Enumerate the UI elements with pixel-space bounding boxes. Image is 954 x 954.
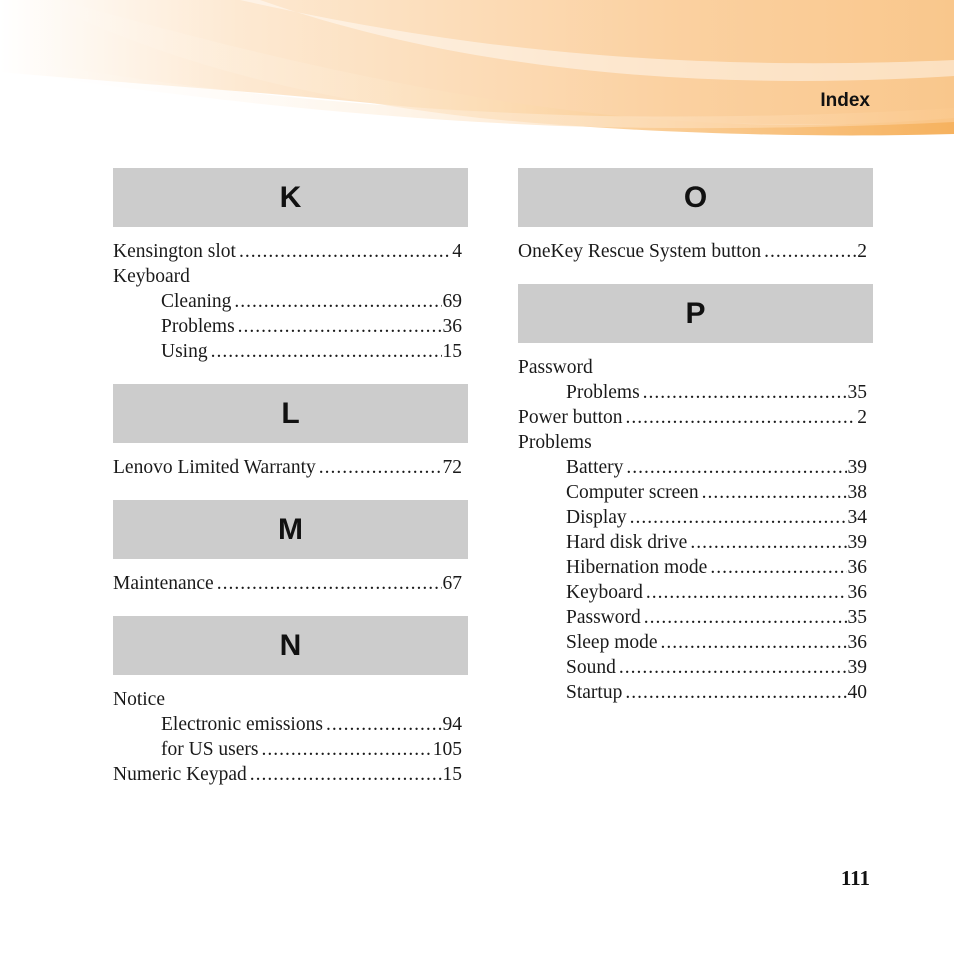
entry-page: 2 xyxy=(857,241,867,262)
entry-page: 36 xyxy=(847,632,867,653)
index-entries xyxy=(113,675,468,807)
index-entries xyxy=(113,443,468,500)
index-subentry xyxy=(113,712,468,737)
entry-label: for US users xyxy=(161,739,259,760)
entry-label: Problems xyxy=(518,432,592,453)
entry-page: 39 xyxy=(847,457,867,478)
index-subentry xyxy=(518,455,873,480)
entry-label: Battery xyxy=(566,457,624,478)
entry-page: 39 xyxy=(847,657,867,678)
dot-leader xyxy=(262,737,432,762)
entry-label: Notice xyxy=(113,689,165,710)
entry-label: Maintenance xyxy=(113,573,214,594)
entry-page: 40 xyxy=(847,682,867,703)
dot-leader xyxy=(319,455,442,480)
index-column-left xyxy=(113,168,468,807)
entry-page: 94 xyxy=(442,714,462,735)
dot-leader xyxy=(326,712,442,737)
index-entry xyxy=(113,264,468,289)
index-entries xyxy=(518,343,873,725)
index-letter-m: M xyxy=(113,500,468,559)
entry-page: 15 xyxy=(442,341,462,362)
entry-label: Hard disk drive xyxy=(566,532,688,553)
dot-leader xyxy=(211,339,442,364)
index-subentry xyxy=(113,314,468,339)
index-letter-p: P xyxy=(518,284,873,343)
entry-page: 105 xyxy=(432,739,462,760)
index-entry xyxy=(518,355,873,380)
index-subentry xyxy=(518,380,873,405)
entry-page: 15 xyxy=(442,764,462,785)
dot-leader xyxy=(661,630,847,655)
dot-leader xyxy=(644,605,847,630)
index-entry xyxy=(518,239,873,264)
index-subentry xyxy=(113,289,468,314)
index-entry xyxy=(518,405,873,430)
entry-label: Problems xyxy=(161,316,235,337)
entry-page: 36 xyxy=(442,316,462,337)
entry-label: Keyboard xyxy=(566,582,643,603)
entry-label: Startup xyxy=(566,682,623,703)
entry-label: Computer screen xyxy=(566,482,699,503)
dot-leader xyxy=(630,505,847,530)
index-letter-o: O xyxy=(518,168,873,227)
dot-leader xyxy=(764,239,856,264)
entry-label: Cleaning xyxy=(161,291,232,312)
entry-page: 4 xyxy=(452,241,462,262)
entry-page: 39 xyxy=(847,532,867,553)
index-subentry xyxy=(518,555,873,580)
dot-leader xyxy=(690,530,846,555)
index-subentry xyxy=(518,680,873,705)
dot-leader xyxy=(250,762,442,787)
entry-page: 35 xyxy=(847,607,867,628)
entry-page: 38 xyxy=(847,482,867,503)
header-banner xyxy=(0,0,954,140)
entry-page: 67 xyxy=(442,573,462,594)
entry-label: Numeric Keypad xyxy=(113,764,247,785)
dot-leader xyxy=(702,480,847,505)
index-entry xyxy=(113,687,468,712)
index-subentry xyxy=(518,605,873,630)
dot-leader xyxy=(643,380,847,405)
index-subentry xyxy=(518,655,873,680)
index-entry xyxy=(518,430,873,455)
entry-label: Using xyxy=(161,341,208,362)
index-entries xyxy=(113,559,468,616)
index-subentry xyxy=(113,339,468,364)
entry-page: 36 xyxy=(847,582,867,603)
entry-label: Hibernation mode xyxy=(566,557,708,578)
entry-page: 35 xyxy=(847,382,867,403)
index-entries xyxy=(113,227,468,384)
index-subentry xyxy=(518,480,873,505)
index-entries xyxy=(518,227,873,284)
dot-leader xyxy=(626,455,846,480)
index-subentry xyxy=(518,630,873,655)
entry-page: 72 xyxy=(442,457,462,478)
dot-leader xyxy=(238,314,442,339)
index-letter-l: L xyxy=(113,384,468,443)
index-entry xyxy=(113,455,468,480)
entry-label: Kensington slot xyxy=(113,241,236,262)
entry-label: Power button xyxy=(518,407,623,428)
page-number: 111 xyxy=(840,866,870,890)
dot-leader xyxy=(619,655,847,680)
index-entry xyxy=(113,762,468,787)
index-subentry xyxy=(113,737,468,762)
dot-leader xyxy=(234,289,441,314)
entry-page: 36 xyxy=(847,557,867,578)
index-subentry xyxy=(518,505,873,530)
entry-label: Password xyxy=(566,607,641,628)
index-subentry xyxy=(518,530,873,555)
index-letter-k: K xyxy=(113,168,468,227)
index-subentry xyxy=(518,580,873,605)
dot-leader xyxy=(646,580,847,605)
index-letter-n: N xyxy=(113,616,468,675)
entry-label: Password xyxy=(518,357,593,378)
dot-leader xyxy=(626,405,857,430)
dot-leader xyxy=(217,571,442,596)
entry-label: Sleep mode xyxy=(566,632,658,653)
entry-label: Problems xyxy=(566,382,640,403)
running-header: Index xyxy=(820,90,870,111)
entry-label: Keyboard xyxy=(113,266,190,287)
dot-leader xyxy=(625,680,846,705)
index-column-right xyxy=(518,168,873,725)
dot-leader xyxy=(710,555,846,580)
entry-page: 69 xyxy=(442,291,462,312)
entry-page: 34 xyxy=(847,507,867,528)
entry-label: Lenovo Limited Warranty xyxy=(113,457,316,478)
entry-label: Sound xyxy=(566,657,616,678)
index-entry xyxy=(113,239,468,264)
entry-label: Display xyxy=(566,507,627,528)
index-entry xyxy=(113,571,468,596)
dot-leader xyxy=(239,239,451,264)
entry-label: Electronic emissions xyxy=(161,714,323,735)
entry-label: OneKey Rescue System button xyxy=(518,241,762,262)
entry-page: 2 xyxy=(857,407,867,428)
